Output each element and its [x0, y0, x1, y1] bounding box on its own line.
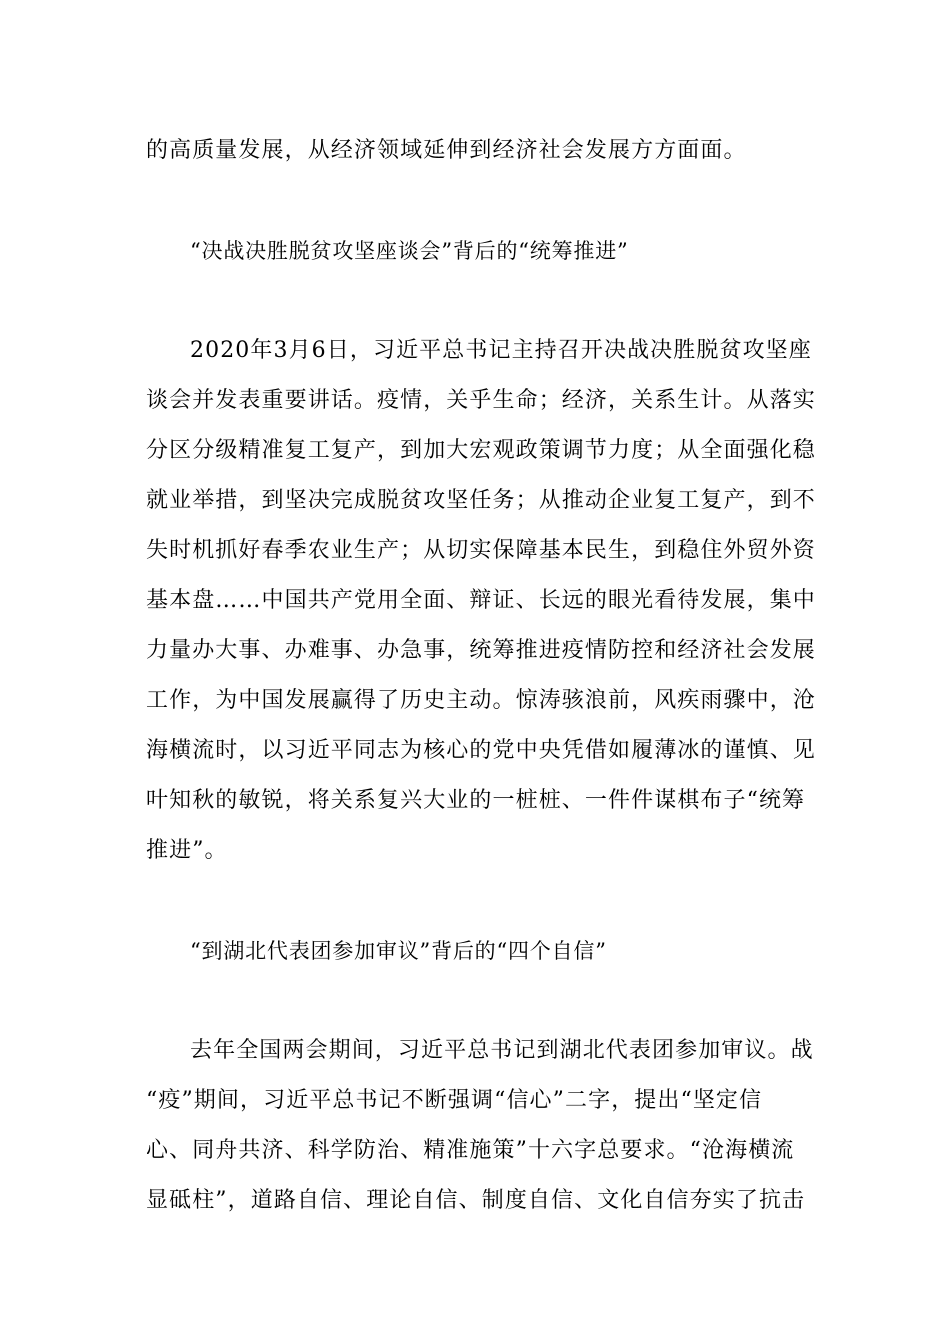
paragraph-line: 谈会并发表重要讲话。疫情，关乎生命；经济，关系生计。从落实: [146, 388, 816, 413]
paragraph-line: 失时机抓好春季农业生产；从切实保障基本民生，到稳住外贸外资: [146, 538, 816, 563]
section-heading-2: “到湖北代表团参加审议”背后的“四个自信”: [190, 939, 607, 963]
paragraph-line: 叶知秋的敏锐，将关系复兴大业的一桩桩、一件件谋棋布子“统筹: [146, 788, 806, 813]
intro-paragraph-line: 的高质量发展，从经济领域延伸到经济社会发展方方面面。: [146, 138, 747, 163]
paragraph-line: “疫”期间，习近平总书记不断强调“信心”二字，提出“坚定信: [146, 1088, 763, 1113]
paragraph-line: 心、同舟共济、科学防治、精准施策”十六字总要求。“沧海横流: [146, 1138, 795, 1163]
paragraph-line: 分区分级精准复工复产，到加大宏观政策调节力度；从全面强化稳: [146, 438, 816, 463]
paragraph-line: 2020年3月6日，习近平总书记主持召开决战决胜脱贫攻坚座: [190, 338, 812, 363]
paragraph-line: 推进”。: [146, 838, 228, 863]
paragraph-line: 海横流时，以习近平同志为核心的党中央凭借如履薄冰的谨慎、见: [146, 738, 816, 763]
paragraph-line: 力量办大事、办难事、办急事，统筹推进疫情防控和经济社会发展: [146, 638, 816, 663]
paragraph-line: 去年全国两会期间，习近平总书记到湖北代表团参加审议。战: [190, 1038, 814, 1063]
paragraph-line: 显砥柱”，道路自信、理论自信、制度自信、文化自信夯实了抗击: [146, 1188, 806, 1213]
paragraph-line: 工作，为中国发展赢得了历史主动。惊涛骇浪前，风疾雨骤中，沧: [146, 688, 816, 713]
paragraph-line: 基本盘……中国共产党用全面、辩证、长远的眼光看待发展，集中: [146, 588, 816, 613]
paragraph-line: 就业举措，到坚决完成脱贫攻坚任务；从推动企业复工复产，到不: [146, 488, 816, 513]
section-heading-1: “决战决胜脱贫攻坚座谈会”背后的“统筹推进”: [190, 239, 629, 263]
